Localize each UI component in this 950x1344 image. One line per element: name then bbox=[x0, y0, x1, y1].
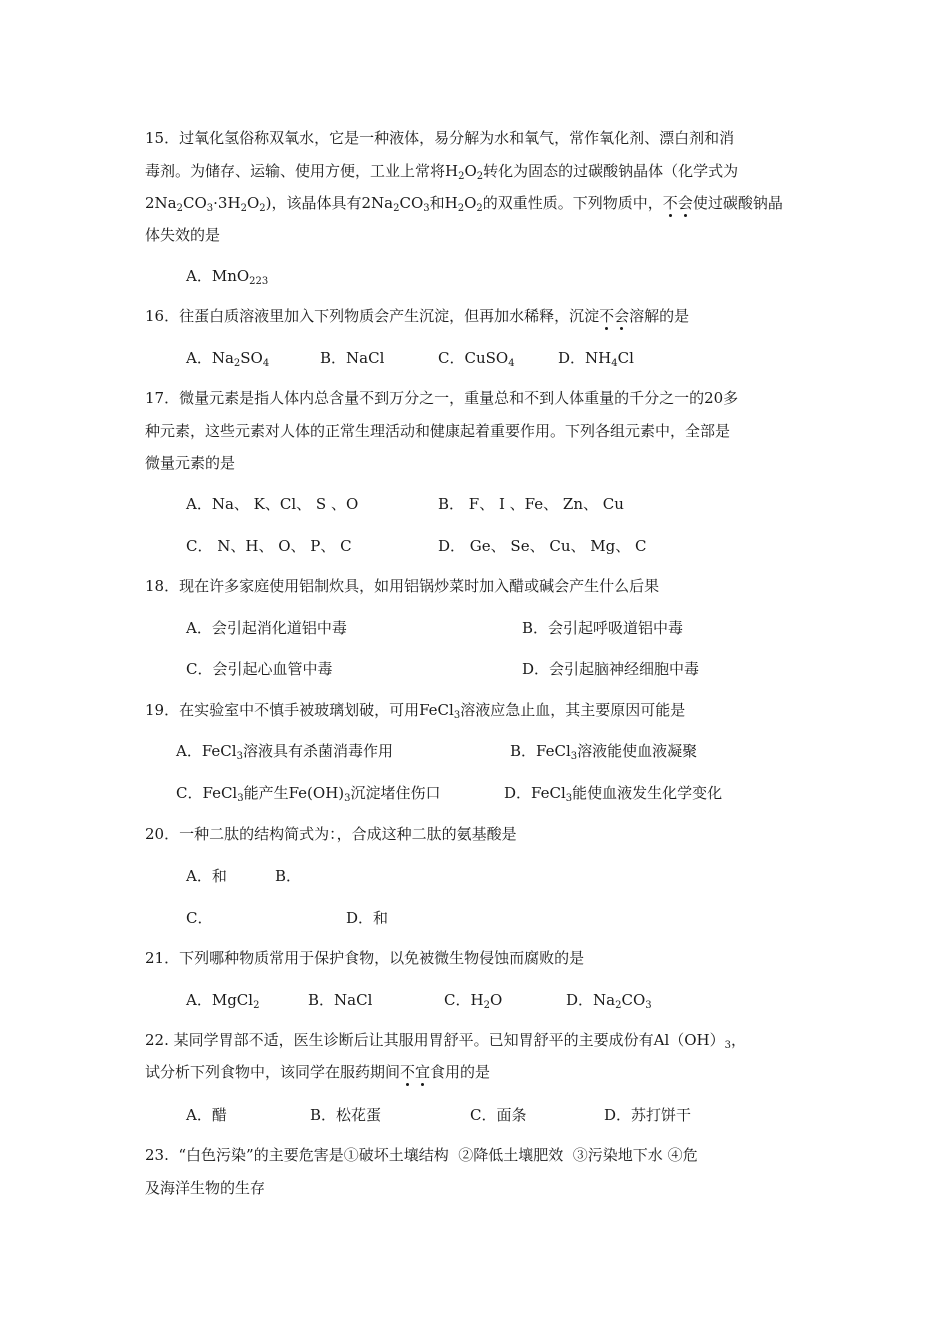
text-segment: 微量元素的是 bbox=[145, 454, 236, 472]
subscript: 4 bbox=[611, 358, 618, 369]
q18-option-b bbox=[522, 618, 683, 638]
q22-line-2 bbox=[145, 1062, 490, 1082]
text-segment: 20．一种二肽的结构简式为：，合成这种二肽的氨基酸是 bbox=[145, 825, 517, 843]
q17-option-a bbox=[186, 494, 358, 514]
text-segment: 2Na bbox=[145, 194, 177, 212]
subscript: 2 bbox=[615, 1000, 622, 1011]
subscript: 3 bbox=[206, 203, 214, 214]
text-segment: D．和 bbox=[346, 909, 389, 927]
subscript: 2 bbox=[259, 203, 266, 214]
emphasis-dot-char: 会 bbox=[614, 307, 630, 325]
text-segment: B．NaCl bbox=[308, 991, 373, 1009]
q22-option-a bbox=[186, 1105, 227, 1125]
text-segment: C． bbox=[186, 909, 213, 927]
subscript: 3 bbox=[236, 751, 243, 762]
text-segment: O bbox=[489, 991, 503, 1009]
q16-stem bbox=[145, 306, 689, 326]
text-segment: A．会引起消化道铝中毒 bbox=[186, 619, 347, 637]
subscript: 2 bbox=[233, 358, 241, 369]
text-segment: 沉淀堵住伤口 bbox=[350, 784, 441, 802]
text-segment: C． N、H、 O、 P、 C bbox=[186, 537, 352, 555]
q17-option-c bbox=[186, 536, 352, 556]
text-segment: 的双重性质。下列物质中， bbox=[482, 194, 663, 212]
text-segment: SO bbox=[240, 349, 263, 367]
text-segment: A．Na bbox=[186, 349, 234, 367]
q21-option-a bbox=[186, 990, 259, 1010]
subscript: 2 bbox=[176, 203, 183, 214]
subscript: 4 bbox=[508, 358, 515, 369]
text-segment: 转化为固态的过碳酸钠晶体（化学式为 bbox=[483, 162, 739, 180]
text-segment: 21．下列哪种物质常用于保护食物，以免被微生物侵蚀而腐败的是 bbox=[145, 949, 585, 967]
q15-line-2 bbox=[145, 161, 738, 181]
text-segment: 毒剂。为储存、运输、使用方便，工业上常将H bbox=[145, 162, 459, 180]
q21-option-b bbox=[308, 990, 372, 1010]
subscript: 2 bbox=[476, 171, 484, 182]
subscript: 3 bbox=[570, 751, 578, 762]
text-segment: D．Na bbox=[566, 991, 616, 1009]
text-segment: 15．过氧化氢俗称双氧水，它是一种液体，易分解为水和氧气，常作氧化剂、漂白剂和消 bbox=[145, 129, 735, 147]
text-segment: Cl bbox=[617, 349, 634, 367]
q16-option-d bbox=[558, 348, 634, 368]
subscript: 3 bbox=[645, 1000, 652, 1011]
text-segment: A．MnO bbox=[186, 267, 250, 285]
text-segment: A．醋 bbox=[186, 1106, 227, 1124]
text-segment: B．会引起呼吸道铝中毒 bbox=[522, 619, 684, 637]
q23-line-1 bbox=[145, 1145, 698, 1165]
q22-option-c bbox=[470, 1105, 526, 1125]
text-segment: 22. 某同学胃部不适，医生诊断后让其服用胃舒平。已知胃舒平的主要成份有Al（OH） bbox=[145, 1031, 725, 1049]
text-segment: ·3H bbox=[213, 194, 241, 212]
text-segment: )，该晶体具有2Na bbox=[265, 194, 394, 212]
text-segment: D．NH bbox=[558, 349, 612, 367]
q17-option-b bbox=[438, 494, 624, 514]
q17-line-3 bbox=[145, 453, 235, 473]
q22-option-d bbox=[604, 1105, 691, 1125]
subscript: 3 bbox=[237, 793, 244, 804]
q20-option-a bbox=[186, 866, 227, 886]
text-segment: 16．往蛋白质溶液里加入下列物质会产生沉淀，但再加水稀释，沉淀 bbox=[145, 307, 600, 325]
text-segment: A．FeCl bbox=[176, 742, 237, 760]
text-segment: C．面条 bbox=[470, 1106, 527, 1124]
subscript: 2 bbox=[240, 203, 247, 214]
q19-stem bbox=[145, 700, 685, 720]
q18-option-a bbox=[186, 618, 347, 638]
text-segment: O bbox=[246, 194, 260, 212]
text-segment: B．NaCl bbox=[320, 349, 385, 367]
text-segment: C．会引起心血管中毒 bbox=[186, 660, 333, 678]
text-segment: 使过碳酸钠晶 bbox=[692, 194, 783, 212]
text-segment: 溶液能使血液凝聚 bbox=[577, 742, 698, 760]
text-segment: C．H bbox=[444, 991, 484, 1009]
q23-line-2 bbox=[145, 1178, 265, 1198]
subscript: 2 bbox=[458, 171, 465, 182]
q18-option-c bbox=[186, 659, 332, 679]
text-segment: 23. “白色污染”的主要危害是①破坏土壤结构 ②降低土壤肥效 ③污染地下水 ④危 bbox=[145, 1146, 698, 1164]
text-segment: 溶解的是 bbox=[629, 307, 690, 325]
subscript: 4 bbox=[262, 358, 270, 369]
text-segment: 溶液应急止血，其主要原因可能是 bbox=[460, 701, 686, 719]
q15-line-1 bbox=[145, 128, 734, 148]
q18-option-d bbox=[522, 659, 699, 679]
q19-option-c bbox=[176, 783, 441, 803]
text-segment: 试分析下列食物中，该同学在服药期间 bbox=[145, 1063, 401, 1081]
q19-option-a bbox=[176, 741, 393, 761]
text-segment: B． bbox=[275, 867, 302, 885]
text-segment: CO bbox=[621, 991, 646, 1009]
text-segment: 和H bbox=[429, 194, 458, 212]
text-segment: CO bbox=[183, 194, 207, 212]
subscript: 2 bbox=[457, 203, 465, 214]
q22-line-1 bbox=[145, 1030, 746, 1050]
text-segment: 及海洋生物的生存 bbox=[145, 1179, 266, 1197]
subscript: 3 bbox=[423, 203, 430, 214]
q20-option-c bbox=[186, 908, 212, 928]
q16-option-c bbox=[438, 348, 515, 368]
text-segment: B． F、 I 、Fe、 Zn、 Cu bbox=[438, 495, 624, 513]
q22-option-b bbox=[310, 1105, 381, 1125]
q15-line-4 bbox=[145, 225, 220, 245]
text-segment: 溶液具有杀菌消毒作用 bbox=[242, 742, 393, 760]
emphasis-dot-char: 会 bbox=[677, 194, 693, 212]
text-segment: 种元素，这些元素对人体的正常生理活动和健康起着重要作用。下列各组元素中，全部是 bbox=[145, 422, 731, 440]
q21-option-d bbox=[566, 990, 652, 1010]
q19-option-b bbox=[510, 741, 697, 761]
q20-stem bbox=[145, 824, 517, 844]
text-segment: 17．微量元素是指人体内总含量不到万分之一，重量总和不到人体重量的千分之一的20多 bbox=[145, 389, 739, 407]
q16-option-a bbox=[186, 348, 269, 368]
text-segment: 能使血液发生化学变化 bbox=[572, 784, 723, 802]
subscript: 3 bbox=[344, 793, 351, 804]
q21-option-c bbox=[444, 990, 502, 1010]
q16-option-b bbox=[320, 348, 384, 368]
text-segment: ， bbox=[731, 1031, 747, 1049]
text-segment: A．Na、 K、Cl、 S 、O bbox=[186, 495, 359, 513]
emphasis-dot-char: 不 bbox=[599, 307, 615, 325]
text-segment: 18．现在许多家庭使用铝制炊具，如用铝锅炒菜时加入醋或碱会产生什么后果 bbox=[145, 577, 660, 595]
subscript: 223 bbox=[249, 276, 269, 287]
subscript: 2 bbox=[483, 1000, 490, 1011]
q20-option-d bbox=[346, 908, 388, 928]
text-segment: C．FeCl bbox=[176, 784, 238, 802]
text-segment: D．FeCl bbox=[504, 784, 566, 802]
text-segment: D． Ge、 Se、 Cu、 Mg、 C bbox=[438, 537, 647, 555]
emphasis-dot-char: 宜 bbox=[415, 1063, 431, 1081]
text-segment: C．CuSO bbox=[438, 349, 509, 367]
text-segment: B．松花蛋 bbox=[310, 1106, 382, 1124]
text-segment: D．苏打饼干 bbox=[604, 1106, 692, 1124]
q17-option-d bbox=[438, 536, 646, 556]
emphasis-dot-char: 不 bbox=[400, 1063, 416, 1081]
q18-stem bbox=[145, 576, 659, 596]
subscript: 2 bbox=[393, 203, 400, 214]
text-segment: B．FeCl bbox=[510, 742, 571, 760]
q21-stem bbox=[145, 948, 584, 968]
q20-option-b bbox=[275, 866, 301, 886]
emphasis-dot-char: 不 bbox=[662, 194, 678, 212]
text-segment: 19．在实验室中不慎手被玻璃划破，可用FeCl bbox=[145, 701, 454, 719]
text-segment: 能产生Fe(OH) bbox=[243, 784, 345, 802]
q15-option-a bbox=[186, 266, 268, 286]
q19-option-d bbox=[504, 783, 722, 803]
q15-line-3 bbox=[145, 193, 783, 213]
text-segment: D．会引起脑神经细胞中毒 bbox=[522, 660, 700, 678]
subscript: 3 bbox=[565, 793, 573, 804]
subscript: 2 bbox=[476, 203, 483, 214]
subscript: 3 bbox=[453, 710, 461, 721]
subscript: 2 bbox=[253, 1000, 260, 1011]
text-segment: A．MgCl bbox=[186, 991, 254, 1009]
text-segment: O bbox=[464, 194, 477, 212]
q17-line-2 bbox=[145, 421, 730, 441]
text-segment: 体失效的是 bbox=[145, 226, 221, 244]
subscript: 3 bbox=[724, 1040, 732, 1051]
text-segment: 食用的是 bbox=[430, 1063, 491, 1081]
text-segment: O bbox=[464, 162, 477, 180]
q17-line-1 bbox=[145, 388, 738, 408]
text-segment: A．和 bbox=[186, 867, 227, 885]
text-segment: CO bbox=[399, 194, 424, 212]
